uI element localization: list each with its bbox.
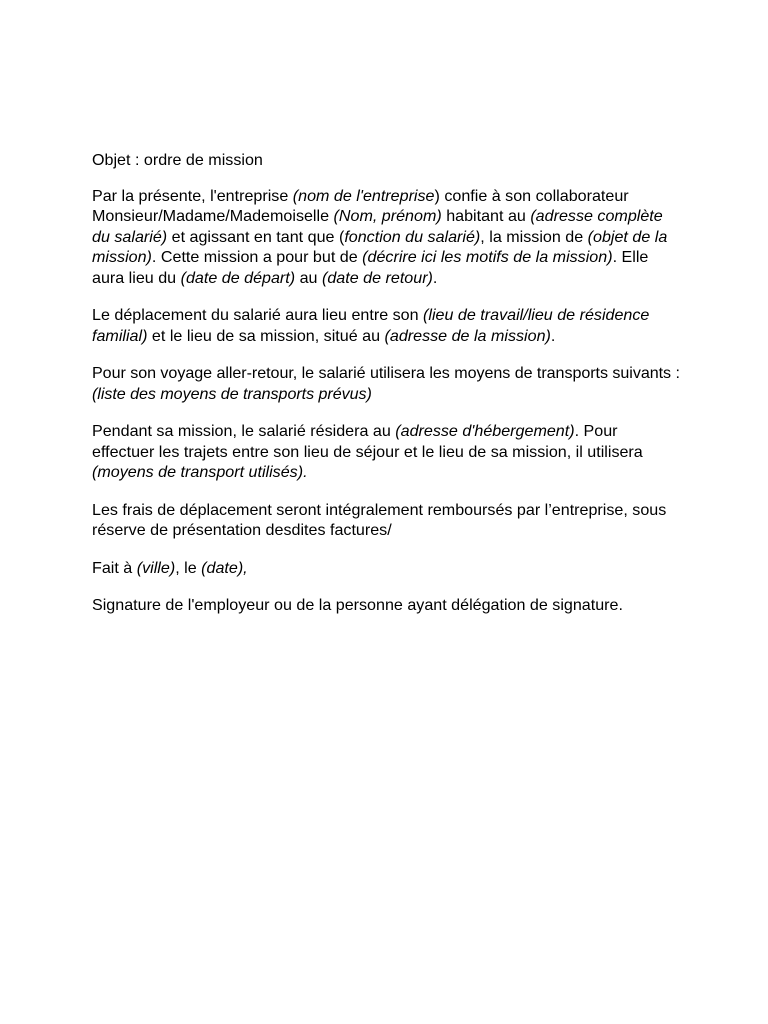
placeholder-employee-function: fonction du salarié) [344,227,481,246]
text: Fait à [92,558,137,577]
text: Par la présente, l'entreprise [92,186,293,205]
text: au [295,268,322,287]
text: . Cette mission a pour but de [151,248,363,266]
placeholder-date: (date), [201,558,248,577]
text: , la mission de [480,227,588,246]
text: et agissant en tant que ( [167,227,345,246]
placeholder-city: (ville) [136,558,176,577]
text: . [432,268,438,287]
paragraph-expenses: Les frais de déplacement seront intégralement remboursés par l’entreprise, sous réserve de présentation desdites factures/ [92,500,667,539]
text: habitant au [441,207,531,225]
text: Le déplacement du salarié aura lieu entre son [92,306,424,324]
paragraph-transport [92,363,682,404]
letter-subject: Objet : ordre de mission [92,151,263,169]
paragraph-travel [92,305,682,346]
placeholder-transport-list: (liste des moyens de transports prévus) [92,384,372,403]
text: et le lieu de sa mission, situé au [147,326,385,345]
placeholder-mission-address: (adresse de la mission) [384,326,551,345]
placeholder-accommodation-address: (adresse d'hébergement) [395,422,575,440]
placeholder-employee-name: (Nom, prénom) [333,207,442,225]
text: , le [175,558,202,577]
placeholder-return-date: (date de retour) [321,268,433,287]
placeholder-employee-address: (adresse complète du salarié) [92,207,663,246]
placeholder-workplace: (lieu de travail/lieu de résidence familial) [92,306,650,345]
paragraph-mission-details [92,186,682,289]
text: ) confie à son collaborateur Monsieur/Madame/Mademoiselle [92,186,629,225]
placeholder-mission-object: (objet de la mission) [92,227,668,266]
letter-document [92,150,682,633]
placeholder-departure-date: (date de départ) [180,268,296,287]
placeholder-transport-used: (moyens de transport utilisés). [92,463,308,481]
paragraph-signature: Signature de l'employeur ou de la personne ayant délégation de signature. [92,596,623,614]
text: . [550,326,556,345]
placeholder-mission-motives: (décrire ici les motifs de la mission) [362,248,613,266]
paragraph-place-date [92,558,682,579]
text: Pour son voyage aller-retour, le salarié utilisera les moyens de transports suivants : [92,364,680,382]
text: . Elle aura lieu du [92,248,649,287]
placeholder-company-name: (nom de l'entreprise [292,186,435,205]
text: . Pour effectuer les trajets entre son lieu de séjour et le lieu de sa mission, il utilisera [92,422,643,461]
text: Pendant sa mission, le salarié résidera au [92,422,396,440]
paragraph-accommodation [92,421,682,483]
